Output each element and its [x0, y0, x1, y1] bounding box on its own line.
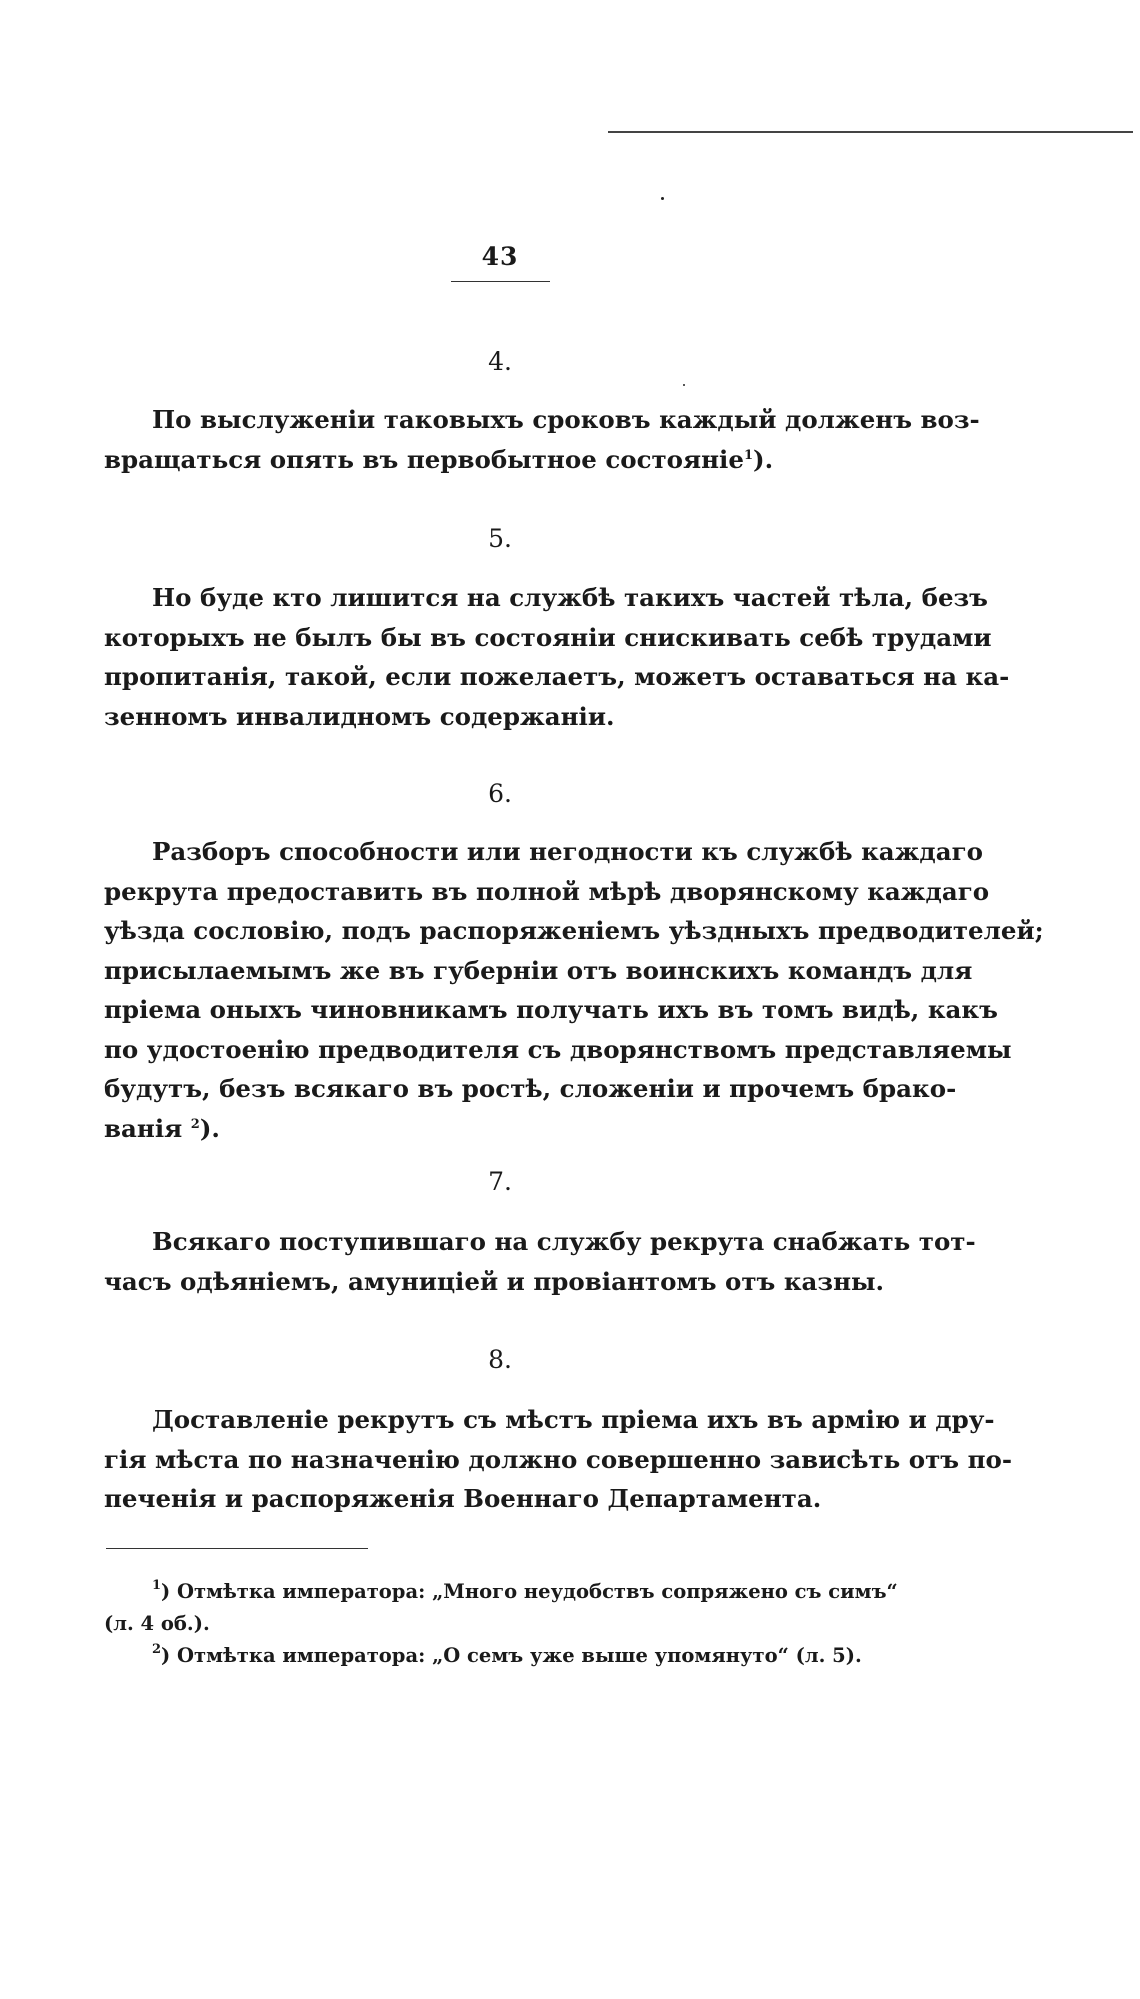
section-number-6: 6.	[488, 779, 512, 808]
text-line: которыхъ не былъ бы въ состояніи снискивать себѣ трудами	[104, 622, 992, 652]
footnotes	[104, 1576, 898, 1672]
section-number-8: 8.	[488, 1345, 512, 1374]
text-line: пропитанія, такой, если пожелаетъ, можетъ оставаться на ка-	[104, 662, 1010, 691]
footnote-separator	[106, 1548, 368, 1549]
text-line: уѣзда сословію, подъ распоряженіемъ уѣздныхъ предводителей;	[104, 916, 1044, 945]
text-line: гія мѣста по назначенію должно совершенно зависѣть отъ по-	[104, 1444, 1013, 1474]
footnote-1-continuation: (л. 4 об.).	[104, 1612, 210, 1635]
section-number-4: 4.	[488, 347, 512, 376]
text-line: Разборъ способности или негодности къ службѣ каждаго	[152, 837, 983, 866]
page-number: 43	[481, 242, 519, 271]
scan-speck	[661, 197, 664, 200]
text-line: по удостоенію предводителя съ дворянствомъ представляемы	[104, 1034, 1012, 1064]
scan-top-rule	[608, 131, 1133, 133]
footnote-1	[104, 1576, 898, 1608]
text-line: зенномъ инвалидномъ содержаніи.	[104, 701, 615, 731]
text-line: Всякаго поступившаго на службу рекрута снабжать тот-	[152, 1227, 976, 1256]
text-fragment: ванія	[104, 1113, 191, 1143]
section-number-5: 5.	[488, 524, 512, 553]
footnote-marker: 2	[190, 1116, 200, 1132]
text-line: рекрута предоставить въ полной мѣрѣ дворянскому каждаго	[104, 876, 990, 906]
text-line: печенія и распоряженія Военнаго Департамента.	[104, 1484, 822, 1513]
scan-speck	[683, 384, 685, 386]
section-8-text	[104, 1400, 1013, 1519]
text-line	[104, 1109, 896, 1149]
text-fragment: ) Отмѣтка императора: „О семъ уже выше упомянуто“ (л. 5).	[161, 1644, 862, 1667]
section-number-7: 7.	[488, 1167, 512, 1196]
text-line: будутъ, безъ всякаго въ ростѣ, сложеніи и прочемъ брако-	[104, 1074, 957, 1103]
section-5-text	[104, 578, 1010, 736]
text-line	[104, 440, 896, 480]
page-number-underline	[451, 281, 550, 282]
footnote-marker: 1	[152, 1578, 162, 1593]
footnote-2	[104, 1640, 894, 1672]
text-line: По выслуженіи таковыхъ сроковъ каждый долженъ воз-	[152, 405, 980, 434]
text-line: присылаемымъ же въ губерніи отъ воинскихъ командъ для	[104, 955, 973, 985]
text-fragment: вращаться опять въ первобытное состояніе	[104, 444, 744, 474]
footnote-marker: 1	[743, 447, 753, 463]
text-line: Но буде кто лишится на службѣ такихъ частей тѣла, безъ	[152, 583, 988, 612]
footnote-marker: 2	[152, 1642, 162, 1657]
text-fragment: ) Отмѣтка императора: „Много неудобствъ сопряжено съ симъ“	[161, 1580, 898, 1603]
text-line: часъ одѣяніемъ, амуниціей и провіантомъ отъ казны.	[104, 1266, 885, 1296]
text-fragment: ).	[753, 444, 774, 474]
section-4-text	[104, 400, 980, 479]
text-line: Доставленіе рекрутъ съ мѣстъ пріема ихъ въ армію и дру-	[152, 1405, 995, 1434]
section-7-text	[104, 1222, 976, 1301]
text-fragment: ).	[199, 1113, 220, 1143]
text-line: пріема оныхъ чиновникамъ получать ихъ въ томъ видѣ, какъ	[104, 995, 998, 1024]
section-6-text	[104, 832, 1044, 1148]
